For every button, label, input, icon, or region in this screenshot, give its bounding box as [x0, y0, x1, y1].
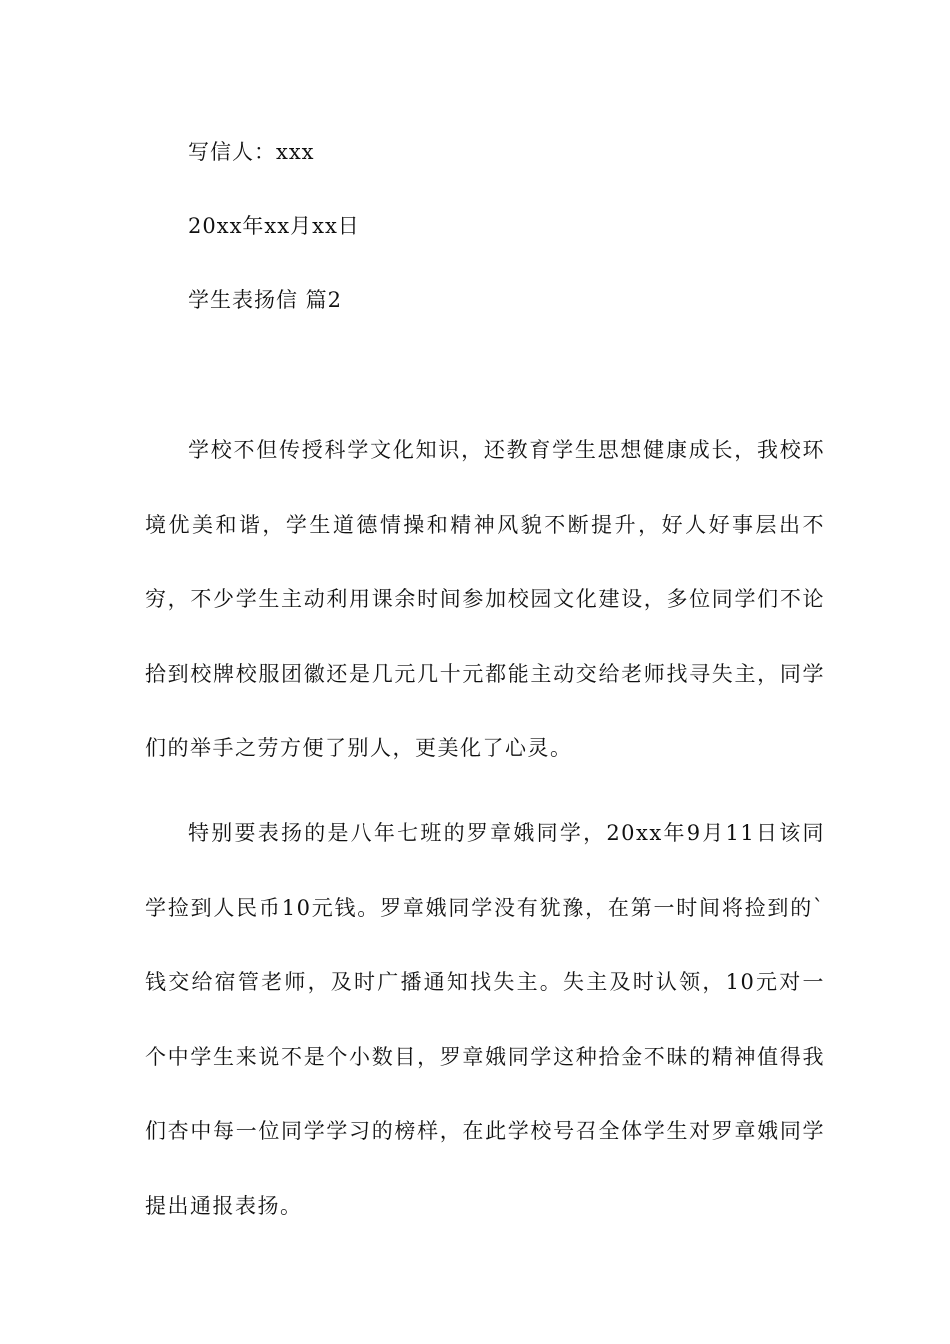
paragraph-1: 学校不但传授科学文化知识，还教育学生思想健康成长，我校环境优美和谐，学生道德情操和精神风貌不断提升，好人好事层出不穷，不少学生主动利用课余时间参加校园文化建设，多位同学们不论拾到校牌校服团徽还是几元几十元都能主动交给老师找寻失主，同学们的举手之劳方便了别人，更美化了心灵。: [145, 438, 825, 760]
date-line: 20xx年xx月xx日: [188, 214, 360, 238]
paragraph-2: 特别要表扬的是八年七班的罗章娥同学，20xx年9月11日该同学捡到人民币10元钱。罗章娥同学没有犹豫，在第一时间将捡到的`钱交给宿管老师，及时广播通知找失主。失主及时认领，10元对一个中学生来说不是个小数目，罗章娥同学这种拾金不昧的精神值得我们杏中每一位同学学习的榜样，在此学校号召全体学生对罗章娥同学提出通报表扬。: [145, 821, 825, 1218]
signature-line: 写信人：xxx: [188, 140, 315, 164]
section-title: 学生表扬信 篇2: [188, 288, 343, 312]
